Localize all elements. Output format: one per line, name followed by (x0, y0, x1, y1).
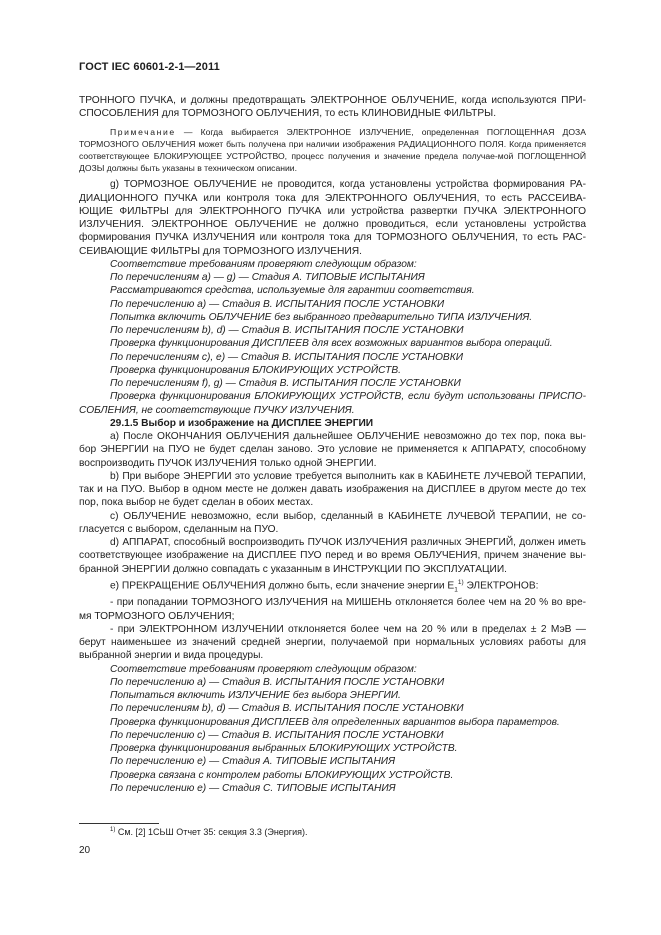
dash-item: - при ЭЛЕКТРОННОМ ИЗЛУЧЕНИИ отклоняется более чем на 20 % или в пределах ± 2 МэВ — берут наименьшее из значений средней энергии, получаемой при нормальных условиях работы для выбранной энергии и вида процедуры. (79, 623, 586, 662)
compliance-line: По перечислениям b), d) — Стадия В. ИСПЫТАНИЯ ПОСЛЕ УСТАНОВКИ (110, 325, 464, 337)
compliance-line: Проверка связана с контролем работы БЛОКИРУЮЩИХ УСТРОЙСТВ. (110, 769, 454, 781)
compliance-line: Проверка функционирования БЛОКИРУЮЩИХ УСТРОЙСТВ, если будут использованы ПРИСПО-СОБЛЕНИЯ, не соответствующие ПУЧКУ ИЗЛУЧЕНИЯ. (79, 391, 586, 416)
footnote (110, 827, 308, 837)
footnote-divider (79, 823, 159, 824)
compliance-line: По перечислениям с), е) — Стадия В. ИСПЫТАНИЯ ПОСЛЕ УСТАНОВКИ (110, 351, 464, 363)
footnote-mark: 1) (110, 827, 116, 833)
energy-subscript: 1 (454, 586, 458, 594)
paragraph-a: а) После ОКОНЧАНИЯ ОБЛУЧЕНИЯ дальнейшее ОБЛУЧЕНИЕ невозможно до тех пор, пока вы-бор ЭНЕРГИИ на ПУО не будет сделан заново. Это условие не применяется к АППАРАТУ, способному воспроизводить ПУЧОК ИЗЛУЧЕНИЯ только одной ЭНЕРГИИ. (79, 431, 586, 469)
compliance-line: По перечислению с) — Стадия В. ИСПЫТАНИЯ ПОСЛЕ УСТАНОВКИ (110, 729, 444, 741)
compliance-line: Попытаться включить ИЗЛУЧЕНИЕ без выбора ЭНЕРГИИ. (110, 690, 401, 702)
footnote-ref: 1) (457, 578, 464, 586)
page-header: ГОСТ IEC 60601-2-1—2011 (79, 61, 220, 73)
paragraph-b: b) При выборе ЭНЕРГИИ это условие требуется выполнить как в КАБИНЕТЕ ЛУЧЕВОЙ ТЕРАПИИ, так и на ПУО. Выбор в одном месте не должен давать изображения на ДИСПЛЕЕ в другом месте до тех пор, пока выбор не будет сделан в обоих местах. (79, 470, 586, 509)
paragraph-c: с) ОБЛУЧЕНИЕ невозможно, если выбор, сделанный в КАБИНЕТЕ ЛУЧЕВОЙ ТЕРАПИИ, не со-гласуется с выбором, сделанным на ПУО. (79, 510, 586, 535)
compliance-line: Проверка функционирования ДИСПЛЕЕВ для всех возможных вариантов выбора операций. (110, 338, 553, 350)
paragraph-e-text: е) ПРЕКРАЩЕНИЕ ОБЛУЧЕНИЯ должно быть, если значение энергии Е (110, 580, 455, 592)
compliance-line: По перечислениям f), g) — Стадия В. ИСПЫТАНИЯ ПОСЛЕ УСТАНОВКИ (110, 378, 461, 390)
compliance-line: Проверка функционирования БЛОКИРУЮЩИХ УСТРОЙСТВ. (110, 364, 402, 376)
compliance-line: По перечислению а) — Стадия В. ИСПЫТАНИЯ ПОСЛЕ УСТАНОВКИ (110, 298, 445, 310)
compliance-line: Проверка функционирования выбранных БЛОКИРУЮЩИХ УСТРОЙСТВ. (110, 743, 458, 755)
note (79, 126, 586, 175)
compliance-line: Попытка включить ОБЛУЧЕНИЕ без выбранного предварительно ТИПА ИЗЛУЧЕНИЯ. (110, 311, 533, 323)
paragraph-e (79, 576, 586, 597)
compliance-line: Рассматриваются средства, используемые для гарантии соответствия. (110, 285, 475, 297)
note-label: Примечание (110, 126, 176, 137)
compliance-line: По перечислению а) — Стадия В. ИСПЫТАНИЯ ПОСЛЕ УСТАНОВКИ (110, 676, 445, 688)
compliance-line: По перечислению е) — Стадия С. ТИПОВЫЕ ИСПЫТАНИЯ (110, 782, 396, 794)
compliance-line: Соответствие требованиям проверяют следующим образом: (110, 663, 417, 675)
compliance-line: По перечислениям а) — g) — Стадия А. ТИПОВЫЕ ИСПЫТАНИЯ (110, 272, 425, 284)
body-text (79, 94, 586, 795)
compliance-line: По перечислению е) — Стадия А. ТИПОВЫЕ ИСПЫТАНИЯ (110, 756, 396, 768)
note-text: — Когда выбирается ЭЛЕКТРОННОЕ ИЗЛУЧЕНИЕ, определенная ПОГЛОЩЕННАЯ ДОЗА ТОРМОЗНОГО ОБЛУЧЕНИЯ может быть получена при наличии изображения РАДИАЦИОННОГО ПОЛЯ. Когда применяется соответствующее БЛОКИРУЮЩЕЕ УСТРОЙСТВО, процесс получения и значение предела получае-мой ПОГЛОЩЕННОЙ ДОЗЫ должны быть указаны в техническом описании. (79, 126, 586, 174)
paragraph-continuation: ТРОННОГО ПУЧКА, и должны предотвращать ЭЛЕКТРОННОЕ ОБЛУЧЕНИЕ, когда используются ПРИ-СПОСОБЛЕНИЯ для ТОРМОЗНОГО ОБЛУЧЕНИЯ, то есть КЛИНОВИДНЫЕ ФИЛЬТРЫ. (79, 95, 586, 120)
paragraph-e-end: ЭЛЕКТРОНОВ: (463, 580, 539, 592)
page-number: 20 (79, 845, 91, 856)
dash-item: - при попадании ТОРМОЗНОГО ИЗЛУЧЕНИЯ на МИШЕНЬ отклоняется более чем на 20 % во вре-мя ТОРМОЗНОГО ОБЛУЧЕНИЯ; (79, 597, 586, 622)
section-heading: 29.1.5 Выбор и изображение на ДИСПЛЕЕ ЭНЕРГИИ (110, 417, 374, 429)
paragraph-d: d) АППАРАТ, способный воспроизводить ПУЧОК ИЗЛУЧЕНИЯ различных ЭНЕРГИЙ, должен иметь соответствующее изображение на ДИСПЛЕЕ ПУО перед и во время ОБЛУЧЕНИЯ, причем значение вы-бранной ЭНЕРГИИ должно совпадать с указанным в ИНСТРУКЦИИ ПО ЭКСПЛУАТАЦИИ. (79, 537, 586, 575)
compliance-line: Соответствие требованиям проверяют следующим образом: (110, 258, 417, 270)
paragraph-g: g) ТОРМОЗНОЕ ОБЛУЧЕНИЕ не проводится, когда установлены устройства формирования РА-ДИАЦИОННОГО ПУЧКА или контроля тока для ЭЛЕКТРОННОГО ОБЛУЧЕНИЯ, то есть РАССЕИВА-ЮЩИЕ ФИЛЬТРЫ для ЭЛЕКТРОННОГО ПУЧКА или устройства развертки ПУЧКА ЭЛЕКТРОННОГО ИЗЛУЧЕНИЯ. ЭЛЕКТРОННОЕ ОБЛУЧЕНИЕ не должно проводиться, если установлены устройства формирования ПУЧКА ИЗЛУЧЕНИЯ или контроля тока для ТОРМОЗНОГО ОБЛУЧЕНИЯ, то есть РАС-СЕИВАЮЩИЕ ФИЛЬТРЫ для ТОРМОЗНОГО ИЗЛУЧЕНИЯ. (79, 179, 586, 257)
compliance-line: Проверка функционирования ДИСПЛЕЕВ для определенных вариантов выбора параметров. (110, 716, 560, 728)
compliance-line: По перечислениям b), d) — Стадия В. ИСПЫТАНИЯ ПОСЛЕ УСТАНОВКИ (110, 703, 464, 715)
footnote-text: См. [2] 1СЬШ Отчет 35: секция 3.3 (Энергия). (115, 827, 308, 837)
